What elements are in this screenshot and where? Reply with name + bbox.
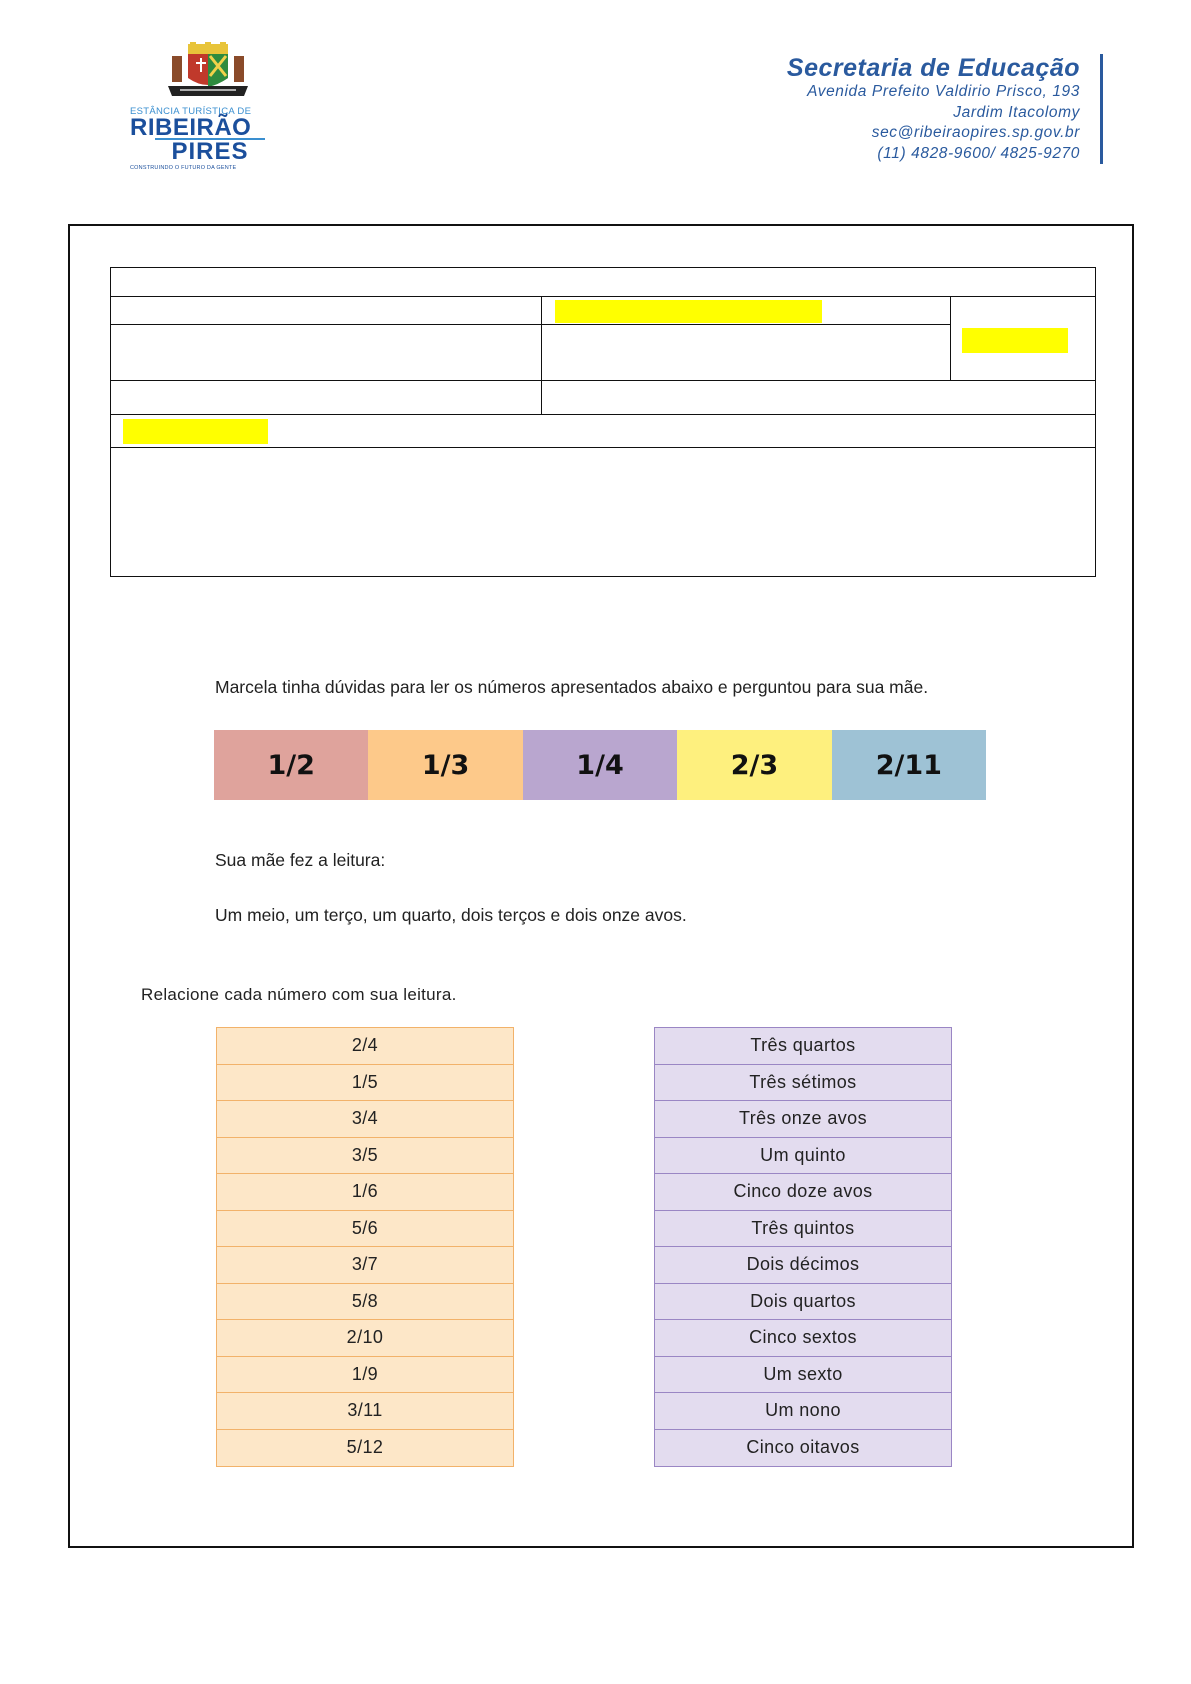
form-field-g[interactable] xyxy=(541,380,1096,415)
redacted-highlight xyxy=(962,328,1068,353)
secretaria-email: sec@ribeiraopires.sp.gov.br xyxy=(871,124,1080,141)
redacted-highlight xyxy=(555,300,822,323)
number-row: 3/5 xyxy=(217,1138,513,1175)
fraction-cell: 1/4 xyxy=(523,730,677,800)
logo-slogan: CONSTRUINDO O FUTURO DA GENTE xyxy=(130,165,237,171)
reading-row: Um sexto xyxy=(655,1357,951,1394)
coat-of-arms-icon xyxy=(158,42,258,104)
reading-row: Três quartos xyxy=(655,1028,951,1065)
number-row: 5/6 xyxy=(217,1211,513,1248)
reading-row: Três quintos xyxy=(655,1211,951,1248)
fraction-cell: 2/11 xyxy=(832,730,986,800)
fraction-cell: 1/3 xyxy=(368,730,522,800)
instruction: Relacione cada número com sua leitura. xyxy=(141,985,457,1004)
reading-row: Cinco sextos xyxy=(655,1320,951,1357)
number-row: 1/5 xyxy=(217,1065,513,1102)
logo-name-line1: RIBEIRÃO xyxy=(130,114,252,141)
exercise-intro: Marcela tinha dúvidas para ler os números apresentados abaixo e perguntou para sua mãe. xyxy=(215,677,929,697)
secretaria-title: Secretaria de Educação xyxy=(786,54,1080,82)
fraction-strip xyxy=(214,730,986,800)
reading-row: Um quinto xyxy=(655,1138,951,1175)
city-logo xyxy=(130,42,290,171)
secretaria-address: Avenida Prefeito Valdirio Prisco, 193 xyxy=(807,83,1080,100)
reading-row: Um nono xyxy=(655,1393,951,1430)
number-row: 1/6 xyxy=(217,1174,513,1211)
fraction-cell: 1/2 xyxy=(214,730,368,800)
reading-row: Dois quartos xyxy=(655,1284,951,1321)
form-field-f[interactable] xyxy=(110,380,542,415)
number-row: 1/9 xyxy=(217,1357,513,1394)
form-field-e[interactable] xyxy=(541,324,951,381)
form-notes-area[interactable] xyxy=(110,447,1096,577)
fraction-cell: 2/3 xyxy=(677,730,831,800)
number-row: 3/11 xyxy=(217,1393,513,1430)
secretaria-phone: (11) 4828-9600/ 4825-9270 xyxy=(877,144,1080,162)
reading-row: Dois décimos xyxy=(655,1247,951,1284)
reading-intro: Sua mãe fez a leitura: xyxy=(215,850,386,870)
readings-table xyxy=(654,1027,952,1467)
redacted-highlight xyxy=(123,419,268,444)
header-divider xyxy=(1100,54,1103,164)
reading-row: Três onze avos xyxy=(655,1101,951,1138)
form-field-a[interactable] xyxy=(110,296,542,325)
reading-row: Cinco doze avos xyxy=(655,1174,951,1211)
number-row: 2/10 xyxy=(217,1320,513,1357)
form-row-1[interactable] xyxy=(110,267,1096,297)
reading-row: Três sétimos xyxy=(655,1065,951,1102)
numbers-table xyxy=(216,1027,514,1467)
logo-subtitle: ESTÂNCIA TURÍSTICA DE xyxy=(130,106,252,117)
number-row: 3/4 xyxy=(217,1101,513,1138)
reading-row: Cinco oitavos xyxy=(655,1430,951,1467)
secretaria-header xyxy=(620,54,1080,164)
number-row: 5/12 xyxy=(217,1430,513,1467)
reading-text: Um meio, um terço, um quarto, dois terços e dois onze avos. xyxy=(215,905,687,925)
number-row: 3/7 xyxy=(217,1247,513,1284)
number-row: 5/8 xyxy=(217,1284,513,1321)
form-field-d[interactable] xyxy=(110,324,542,381)
secretaria-district: Jardim Itacolomy xyxy=(953,103,1080,121)
logo-name-line2: PIRES xyxy=(155,138,265,164)
number-row: 2/4 xyxy=(217,1028,513,1065)
